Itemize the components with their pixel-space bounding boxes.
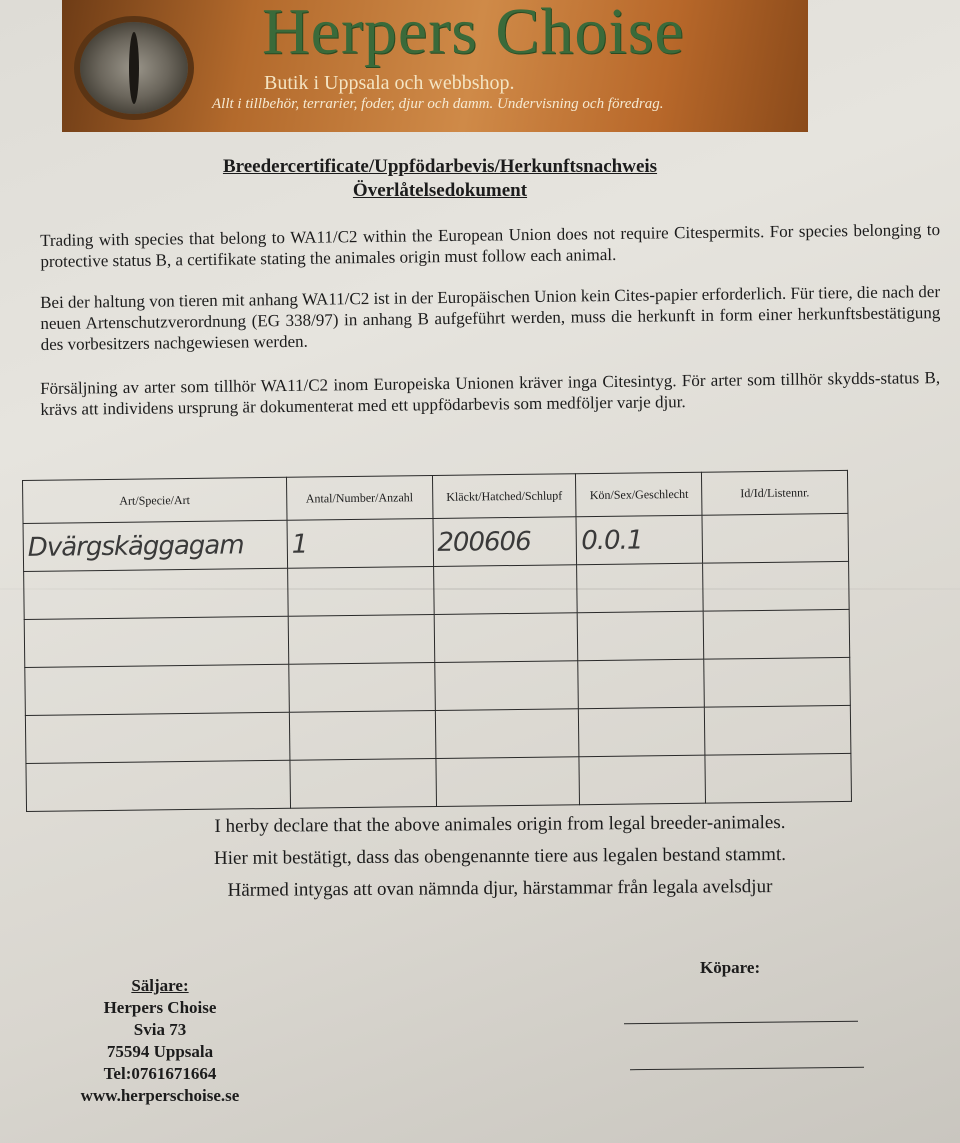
banner-tagline: Allt i tillbehör, terrarier, foder, djur och damm. Undervisning och föredrag. bbox=[212, 96, 664, 112]
banner-subtitle: Butik i Uppsala och webbshop. bbox=[264, 72, 515, 94]
seller-name: Herpers Choise bbox=[103, 998, 217, 1017]
buyer-signature-line-1 bbox=[624, 1021, 858, 1024]
banner-title: Herpers Choise bbox=[262, 0, 685, 68]
seller-block bbox=[60, 975, 260, 1107]
header-number: Antal/Number/Anzahl bbox=[286, 475, 432, 520]
paragraph-german: Bei der haltung von tieren mit anhang WA11/C2 ist in der Europäischen Union kein Cites-papier erforderlich. Für tiere, die nach der neuen Artenschutzverordnung (EG 338/97) in anhang B aufgeführt werden, muss die herkunft in form einer herkunftsbestätigung des vorbesitzers nachgewiesen werden. bbox=[40, 282, 941, 354]
cell-id bbox=[702, 513, 848, 563]
declaration-german: Hier mit bestätigt, dass das obengenannte tiere aus legalen bestand stammt. bbox=[213, 844, 787, 869]
declaration-english: I herby declare that the above animales origin from legal breeder-animales. bbox=[214, 812, 786, 837]
header-sex: Kön/Sex/Geschlecht bbox=[576, 472, 702, 517]
certificate-title: Breedercertificate/Uppfödarbevis/Herkunftsnachweis bbox=[222, 156, 658, 177]
animal-table bbox=[22, 470, 852, 812]
cell-sex: 0.0.1 bbox=[576, 515, 702, 565]
header-hatched: Kläckt/Hatched/Schlupf bbox=[432, 474, 576, 519]
cell-number: 1 bbox=[287, 518, 433, 568]
table-row bbox=[26, 753, 852, 811]
seller-city: 75594 Uppsala bbox=[106, 1042, 214, 1061]
paragraph-english: Trading with species that belong to WA11/C2 within the European Union does not require Citespermits. For species belonging to protective status B, a certifikate stating the animales origin must follow each animal. bbox=[40, 220, 941, 271]
paragraph-swedish: Försäljning av arter som tillhör WA11/C2 inom Europeiska Unionen kräver inga Citesintyg. För arter som tillhör skydds-status B, krävs att individens ursprung är dokumenterat med ett uppfödarbevis som medföljer varje djur. bbox=[40, 368, 941, 419]
header-banner bbox=[62, 0, 808, 132]
buyer-label: Köpare: bbox=[700, 958, 761, 977]
buyer-signature-line-2 bbox=[630, 1067, 864, 1070]
header-id: Id/Id/Listennr. bbox=[702, 470, 848, 515]
cell-hatched: 200606 bbox=[433, 517, 577, 567]
declaration-swedish: Härmed intygas att ovan nämnda djur, härstammar från legala avelsdjur bbox=[227, 876, 773, 901]
seller-website: www.herperschoise.se bbox=[80, 1086, 240, 1105]
reptile-eye-icon bbox=[80, 22, 188, 114]
seller-label: Säljare: bbox=[131, 976, 189, 995]
seller-phone: Tel:0761671664 bbox=[103, 1064, 217, 1083]
cell-species: Dvärgskäggagam bbox=[23, 520, 287, 571]
seller-street: Svia 73 bbox=[133, 1020, 187, 1039]
certificate-subtitle: Överlåtelsedokument bbox=[352, 180, 528, 201]
header-species: Art/Specie/Art bbox=[23, 477, 287, 523]
